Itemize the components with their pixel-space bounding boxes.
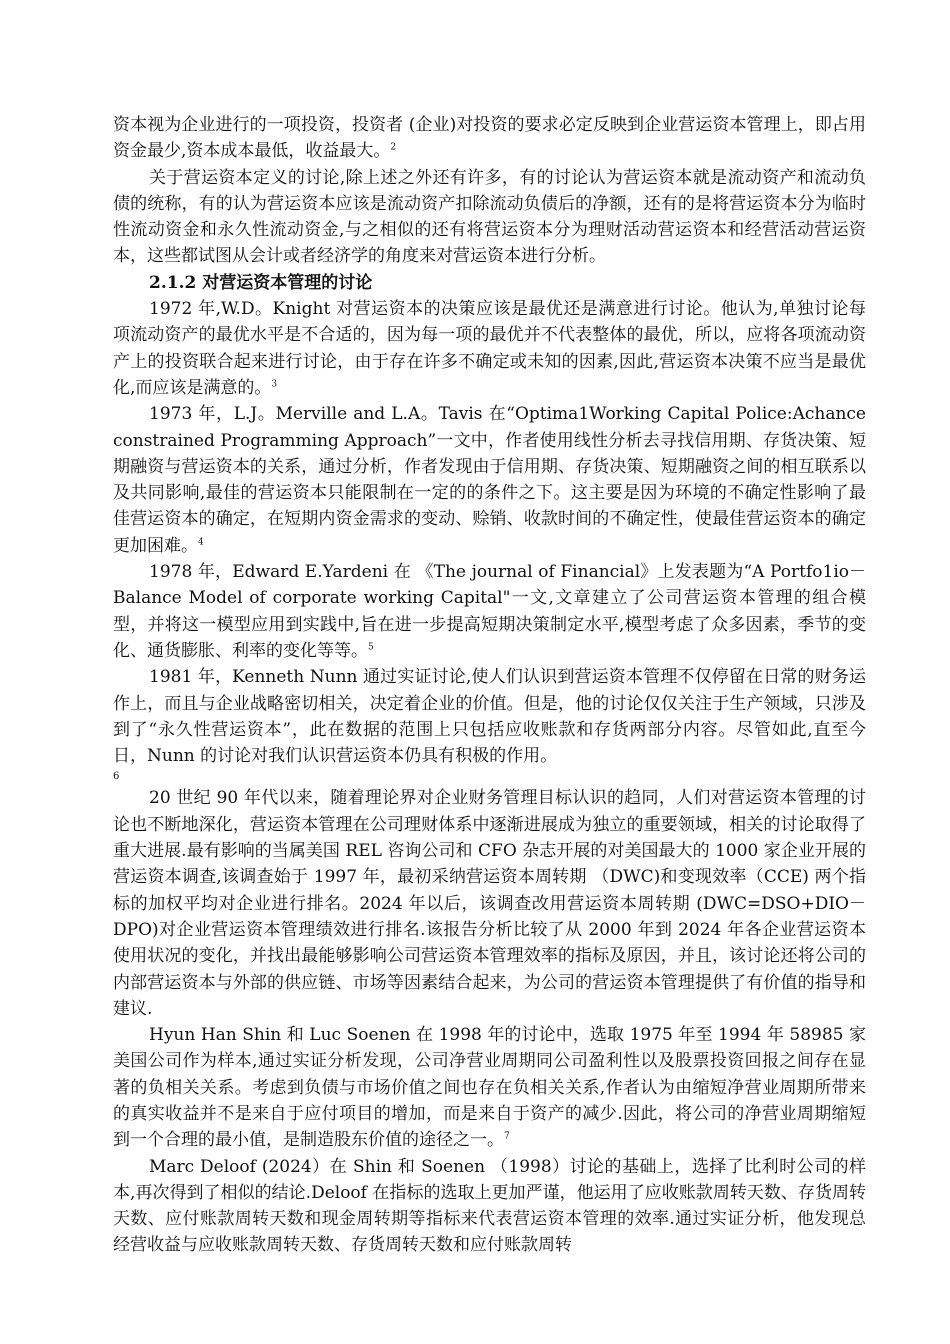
footnote-ref-4: 4 — [198, 537, 204, 548]
paragraph-merville-tavis: 1973 年，L.J。Merville and L.A。Tavis 在“Optima1Working Capital Police:Achance constrained Programming Approach”一文中，作者使用线性分析去寻找信用期、存货决策、短期融资与营运资本的关系，通过分析，作者发现由于信用期、存货决策、短期融资之间的相互联系以及共同影响,最佳的营运资本只能限制在一定的的条件之下。这主要是因为环境的不确定性影响了最佳营运资本的确定，在短期内资金需求的变动、赊销、收款时间的不确定性，使最佳营运资本的确定更加困难。$^4$ — [113, 404, 866, 556]
paragraph-deloof: Marc Deloof (2024）在 Shin 和 Soenen （1998）讨论的基础上，选择了比利时公司的样本,再次得到了相似的结论.Deloof 在指标的选取上更加严谨，他运用了应收账款周转天数、存货周转天数、应付账款周转天数和现金周转期等指标来代表营运资本管理的效率.通过实证分析，他发现总经营收益与应收账款周转天数、存货周转天数和应付账款周转 — [113, 1156, 866, 1256]
section-heading: 2.1.2 对营运资本管理的讨论 — [149, 272, 373, 293]
paragraph-nunn: 1981 年，Kenneth Nunn 通过实证讨论,使人们认识到营运资本管理不仅停留在日常的财务运作上，而且与企业战略密切相关，决定着企业的价值。但是，他的讨论仅仅关注于生产领域，只涉及到了“永久性营运资本”，此在数据的范围上只包括应收账款和存货两部分内容。尽管如此,直至今日，Nunn 的讨论对我们认识营运资本仍具有积极的作用。 — [113, 667, 866, 767]
footnote-ref-5: 5 — [368, 642, 374, 653]
footnote-ref-6: 6 — [113, 771, 120, 783]
paragraph-2: 关于营运资本定义的讨论,除上述之外还有许多，有的讨论认为营运资本就是流动资产和流动负债的统称，有的认为营运资本应该是流动资产扣除流动负债后的净额，还有的是将营运资本分为临时性流动资金和永久性流动资金,与之相似的还有将营运资本分为理财活动营运资本和经营活动营运资本，这些都试图从会计或者经济学的角度来对营运资本进行分析。 — [113, 167, 866, 267]
footnote-ref-3: 3 — [271, 379, 278, 390]
paragraph-1: 资本视为企业进行的一项投资，投资者 (企业)对投资的要求必定反映到企业营运资本管理上，即占用资金最少,资本成本最低，收益最大。$^2$ — [113, 115, 866, 162]
paragraph-yardeni: 1978 年，Edward E.Yardeni 在 《The journal of Financial》上发表题为“A Portfo1io－Balance Model of corporate working Capital"一文,文章建立了公司营运资本管理的组合模型，并将这一模型应用到实践中,旨在进一步提高短期决策制定水平,模型考虑了众多因素，季节的变化、通货膨胀、利率的变化等等。$^5$ — [113, 562, 866, 661]
paragraph-1990s: 20 世纪 90 年代以来，随着理论界对企业财务管理目标认识的趋同，人们对营运资本管理的讨论也不断地深化，营运资本管理在公司理财体系中逐渐进展成为独立的重要领域，相关的讨论取得了重大进展.最有影响的当属美国 REL 咨询公司和 CFO 杂志开展的对美国最大的 1000 家企业开展的营运资本调查,该调查始于 1997 年，最初采纳营运资本周转期 （DWC)和变现效率（CCE) 两个指标的加权平均对企业进行排名。2024 年以后，该调查改用营运资本周转期 (DWC=DSO+DIO－DPO)对企业营运资本管理绩效进行排名.该报告分析比较了从 2000 年到 2024 年各企业营运资本使用状况的变化，并找出最能够影响公司营运资本管理效率的指标及原因，并且，该讨论还将公司的内部营运资本与外部的供应链、市场等因素结合起来，为公司的营运资本管理提供了有价值的指导和建议. — [113, 788, 866, 1019]
paragraph-shin-soenen: Hyun Han Shin 和 Luc Soenen 在 1998 年的讨论中，选取 1975 年至 1994 年 58985 家美国公司作为样本,通过实证分析发现，公司净营业周期同公司盈利性以及股票投资回报之间存在显著的负相关关系。考虑到负债与市场价值之间也存在负相关关系,作者认为由缩短净营业周期所带来的真实收益并不是来自于应付项目的增加，而是来自于资产的减少.因此，将公司的净营业周期缩短到一个合理的最小值，是制造股东价值的途径之一。$^7$ — [113, 1025, 866, 1151]
paragraph-knight: 1972 年,W.D。Knight 对营运资本的决策应该是最优还是满意进行讨论。他认为,单独讨论每项流动资产的最优水平是不合适的，因为每一项的最优并不代表整体的最优，所以，应将各项流动资产上的投资联合起来进行讨论，由于存在许多不确定或未知的因素,因此,营运资本决策不应当是最优化,而应该是满意的。$^3$ — [113, 299, 866, 398]
footnote-ref-7: 7 — [504, 1131, 510, 1142]
footnote-ref-2: 2 — [390, 142, 397, 153]
document-body — [113, 112, 866, 1259]
